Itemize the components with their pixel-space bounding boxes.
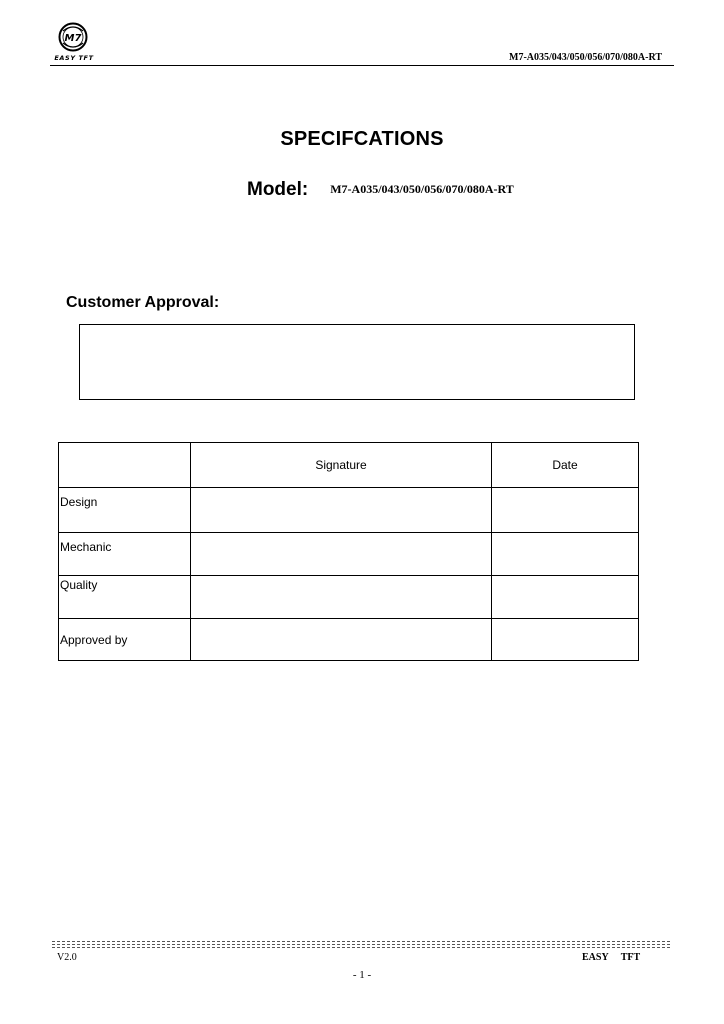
role-cell (59, 533, 191, 576)
signature-cell[interactable] (191, 576, 492, 619)
table-row (59, 533, 639, 576)
logo-wordmark: EASY TFT (54, 54, 94, 62)
footer-brand (582, 952, 640, 963)
header-model-code: M7-A035/043/050/056/070/080A-RT (509, 52, 662, 63)
date-cell[interactable] (492, 488, 639, 533)
customer-approval-box (79, 324, 635, 400)
signature-cell[interactable] (191, 533, 492, 576)
role-cell (59, 576, 191, 619)
footer-divider (52, 944, 670, 945)
date-cell[interactable] (492, 619, 639, 661)
date-cell[interactable] (492, 533, 639, 576)
model-label: Model: (247, 179, 309, 200)
header-cell-role (59, 443, 191, 488)
signature-cell[interactable] (191, 488, 492, 533)
role-label: Quality (60, 578, 98, 592)
role-label: Design (60, 495, 98, 509)
company-logo (50, 22, 100, 66)
table-row (59, 576, 639, 619)
footer-divider (52, 941, 670, 942)
footer-brand-left: EASY (582, 952, 609, 963)
footer-version: V2.0 (57, 952, 77, 963)
table-row (59, 619, 639, 661)
role-cell (59, 619, 191, 661)
page-title: SPECIFCATIONS (280, 128, 444, 150)
role-label: Mechanic (60, 540, 112, 554)
customer-approval-heading: Customer Approval: (66, 294, 220, 311)
header-cell-date: Date (492, 443, 639, 488)
model-value: M7-A035/043/050/056/070/080A-RT (330, 182, 514, 196)
m7-badge-icon (58, 22, 88, 52)
table-header-row (59, 443, 639, 488)
model-line (247, 179, 514, 201)
table-row (59, 488, 639, 533)
footer-brand-right: TFT (620, 952, 641, 963)
signature-cell[interactable] (191, 619, 492, 661)
role-cell (59, 488, 191, 533)
header-cell-signature: Signature (191, 443, 492, 488)
logo-badge-text: M7 (64, 33, 82, 44)
page-number: - 1 - (352, 969, 372, 981)
footer-divider (52, 947, 670, 948)
role-label: Approved by (60, 633, 128, 647)
date-cell[interactable] (492, 576, 639, 619)
header-divider (50, 65, 674, 66)
signature-table (58, 442, 639, 661)
